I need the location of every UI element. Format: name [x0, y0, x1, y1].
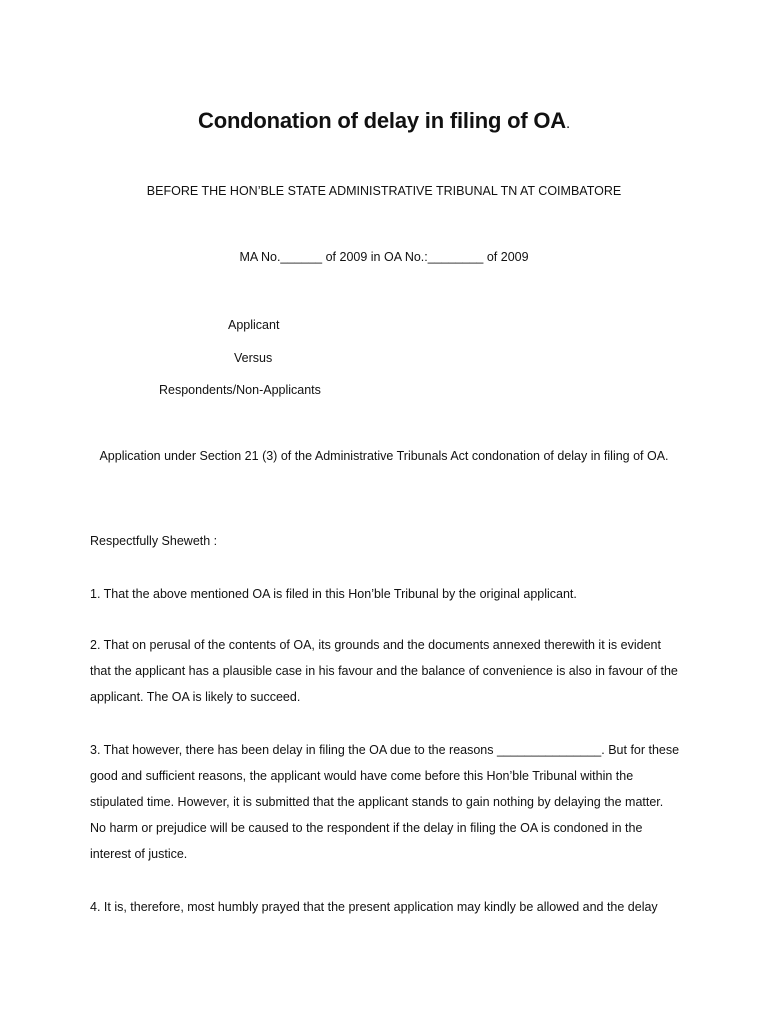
party-versus: Versus: [234, 351, 273, 365]
title-suffix: .: [566, 115, 570, 132]
case-number: MA No.______ of 2009 in OA No.:________ of 2009: [239, 250, 529, 264]
application-heading: Application under Section 21 (3) of the Administrative Tribunals Act condonation of delay in filing of OA.: [99, 449, 669, 463]
party-applicant: Applicant: [228, 318, 280, 332]
paragraph-3: 3. That however, there has been delay in filing the OA due to the reasons _______________. But for these good and sufficient reasons, the applicant would have come before this Hon’ble Tribunal within the stipulated time. However, it is submitted that the applicant stands to gain nothing by delaying the matter. No harm or prejudice will be caused to the respondent if the delay in filing the OA is condoned in the interest of justice.: [90, 743, 680, 861]
salutation: Respectfully Sheweth :: [90, 534, 218, 548]
paragraph-2: 2. That on perusal of the contents of OA, its grounds and the documents annexed therewith it is evident that the applicant has a plausible case in his favour and the balance of convenience is also in favour of the applicant. The OA is likely to succeed.: [90, 638, 678, 704]
court-heading: BEFORE THE HON’BLE STATE ADMINISTRATIVE TRIBUNAL TN AT COIMBATORE: [146, 184, 622, 198]
party-respondents: Respondents/Non-Applicants: [159, 383, 321, 397]
paragraph-4: 4. It is, therefore, most humbly prayed that the present application may kindly be allowed and the delay: [90, 900, 658, 914]
title-text: Condonation of delay in filing of OA: [198, 108, 566, 133]
paragraph-1: 1. That the above mentioned OA is filed in this Hon’ble Tribunal by the original applicant.: [90, 587, 577, 601]
document-title: [0, 108, 768, 134]
